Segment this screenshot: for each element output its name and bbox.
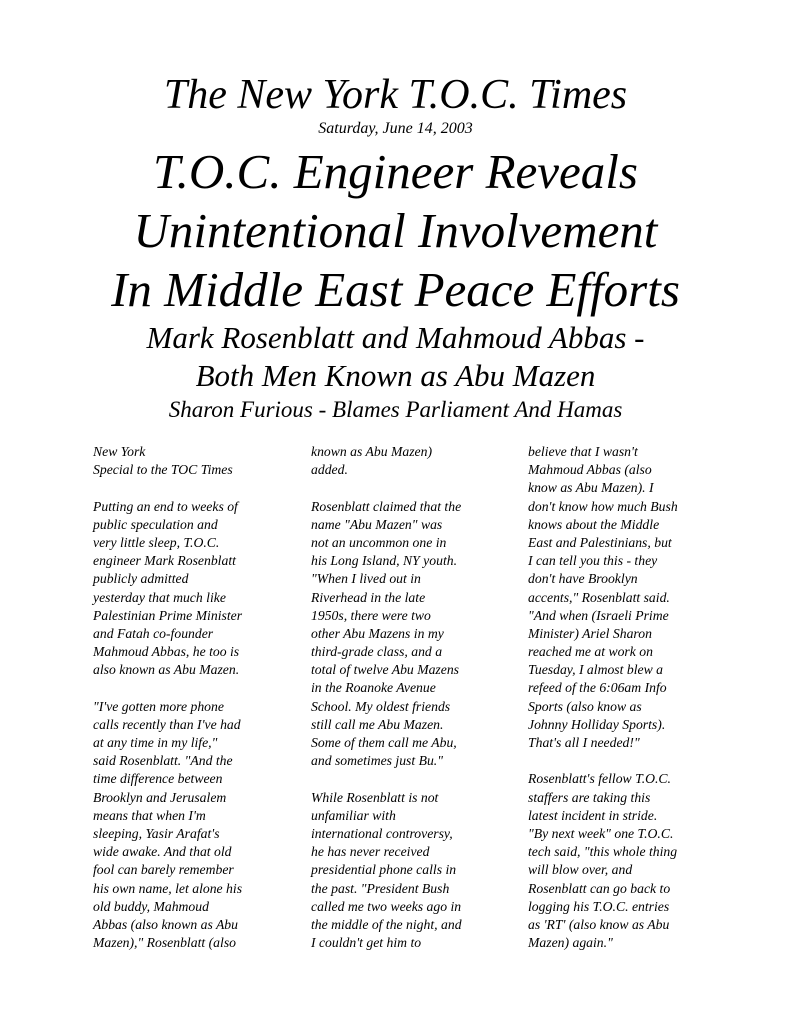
article-column-3 (528, 443, 724, 952)
article-text-line: unfamiliar with (311, 807, 396, 823)
article-text-line: Mazen) again." (528, 935, 613, 951)
article-text-line: total of twelve Abu Mazens (311, 662, 460, 678)
article-text-line: Mazen)," Rosenblatt (also (93, 935, 236, 951)
article-text-line: will blow over, and (528, 862, 633, 878)
subheadline-line: Mark Rosenblatt and Mahmoud Abbas - (146, 320, 645, 355)
headline-line: T.O.C. Engineer Reveals (153, 144, 638, 199)
article-column-1 (93, 443, 289, 952)
article-column-2 (311, 443, 507, 952)
article-text-line: the middle of the night, and (311, 916, 462, 932)
article-text-line: Rosenblatt's fellow T.O.C. (528, 771, 671, 787)
headline-line: In Middle East Peace Efforts (111, 262, 680, 317)
article-text-line: Mahmoud Abbas (also (528, 462, 652, 478)
article-text-line: publicly admitted (93, 571, 189, 587)
article-text-line: engineer Mark Rosenblatt (93, 553, 236, 569)
article-text-line: knows about the Middle (528, 516, 660, 532)
dateline: Saturday, June 14, 2003 (318, 120, 473, 137)
article-text-line: don't know how much Bush (528, 498, 678, 514)
article-text-line: I can tell you this - they (528, 553, 658, 569)
article-text-line: and sometimes just Bu." (311, 753, 443, 769)
article-text-line: refeed of the 6:06am Info (528, 680, 667, 696)
article-text-line: reached me at work on (528, 644, 653, 660)
article-text-line: still call me Abu Mazen. (311, 716, 444, 732)
article-text-line: old buddy, Mahmoud (93, 898, 209, 914)
article-text-line: accents," Rosenblatt said. (528, 589, 670, 605)
article-text-line: time difference between (93, 771, 223, 787)
article-text-line: means that when I'm (93, 807, 206, 823)
article-text-line: I couldn't get him to (311, 935, 422, 951)
article-text-line: Mahmoud Abbas, he too is (93, 644, 240, 660)
article-text-line: called me two weeks ago in (311, 898, 462, 914)
article-text-line: Riverhead in the late (311, 589, 426, 605)
paragraph-break (93, 479, 289, 497)
article-text-line: "When I lived out in (311, 571, 421, 587)
article-text-line: Special to the TOC Times (93, 462, 233, 478)
article-text-line: "And when (Israeli Prime (528, 607, 669, 623)
article-text-line: yesterday that much like (93, 589, 226, 605)
article-text-line: third-grade class, and a (311, 644, 443, 660)
article-text-line: known as Abu Mazen) (311, 444, 433, 459)
article-text-line: very little sleep, T.O.C. (93, 534, 220, 550)
paragraph-break (311, 479, 507, 497)
article-text-line: Minister) Ariel Sharon (528, 625, 652, 641)
article-text-line: at any time in my life," (93, 735, 218, 750)
article-text-line: "By next week" one T.O.C. (528, 825, 674, 841)
paragraph-break (311, 770, 507, 788)
paragraph-break (93, 679, 289, 697)
article-text-line: Johnny Holliday Sports). (528, 716, 666, 732)
article-text-line: East and Palestinians, but (528, 534, 672, 550)
article-text-line: said Rosenblatt. "And the (93, 753, 233, 769)
article-text-line: added. (311, 462, 348, 478)
article-text-line: presidential phone calls in (311, 862, 457, 878)
article-text-line: in the Roanoke Avenue (311, 680, 436, 696)
secondary-subheadline: Sharon Furious - Blames Parliament And Hamas (168, 397, 623, 422)
masthead: The New York T.O.C. Times (163, 72, 628, 118)
article-text-line: School. My oldest friends (311, 698, 451, 714)
article-text-line: don't have Brooklyn (528, 571, 638, 587)
article-text-line: That's all I needed!" (528, 735, 640, 750)
article-text-line: Sports (also know as (528, 698, 642, 714)
paragraph-break (528, 752, 724, 770)
article-text-line: Brooklyn and Jerusalem (93, 789, 227, 805)
headline (0, 142, 791, 319)
article-text-line: as 'RT' (also know as Abu (528, 916, 670, 932)
article-text-line: not an uncommon one in (311, 534, 447, 550)
article-text-line: international controversy, (311, 825, 453, 841)
article-text-line: other Abu Mazens in my (311, 625, 444, 641)
article-text-line: his own name, let alone his (93, 880, 243, 896)
article-text-line: and Fatah co-founder (93, 625, 214, 641)
subheadline (0, 319, 791, 395)
article-text-line: Rosenblatt claimed that the (311, 498, 462, 514)
article-text-line: his Long Island, NY youth. (311, 553, 458, 569)
article-text-line: "I've gotten more phone (93, 698, 224, 714)
article-text-line: Rosenblatt can go back to (528, 880, 671, 896)
article-text-line: fool can barely remember (93, 862, 234, 878)
article-text-line: 1950s, there were two (311, 607, 431, 623)
article-text-line: tech said, "this whole thing (528, 844, 678, 860)
article-text-line: public speculation and (93, 516, 218, 532)
headline-line: Unintentional Involvement (133, 203, 658, 258)
article-text-line: Abbas (also known as Abu (93, 916, 238, 932)
subheadline-line: Both Men Known as Abu Mazen (195, 358, 596, 393)
article-text-line: calls recently than I've had (93, 716, 241, 732)
article-text-line: latest incident in stride. (528, 807, 658, 823)
article-text-line: Some of them call me Abu, (311, 735, 457, 750)
article-text-line: staffers are taking this (528, 789, 651, 805)
article-text-line: sleeping, Yasir Arafat's (93, 825, 220, 841)
article-text-line: Putting an end to weeks of (93, 498, 238, 514)
article-text-line: know as Abu Mazen). I (528, 480, 654, 496)
article-text-line: believe that I wasn't (528, 444, 638, 459)
article-text-line: While Rosenblatt is not (311, 789, 439, 805)
article-text-line: name "Abu Mazen" was (311, 516, 443, 532)
article-text-line: he has never received (311, 844, 430, 860)
article-text-line: also known as Abu Mazen. (93, 662, 240, 678)
article-text-line: Palestinian Prime Minister (93, 607, 243, 623)
article-text-line: logging his T.O.C. entries (528, 898, 670, 914)
article-text-line: the past. "President Bush (311, 880, 450, 896)
article-text-line: New York (93, 444, 146, 459)
article-text-line: Tuesday, I almost blew a (528, 662, 663, 678)
article-text-line: wide awake. And that old (93, 844, 232, 860)
